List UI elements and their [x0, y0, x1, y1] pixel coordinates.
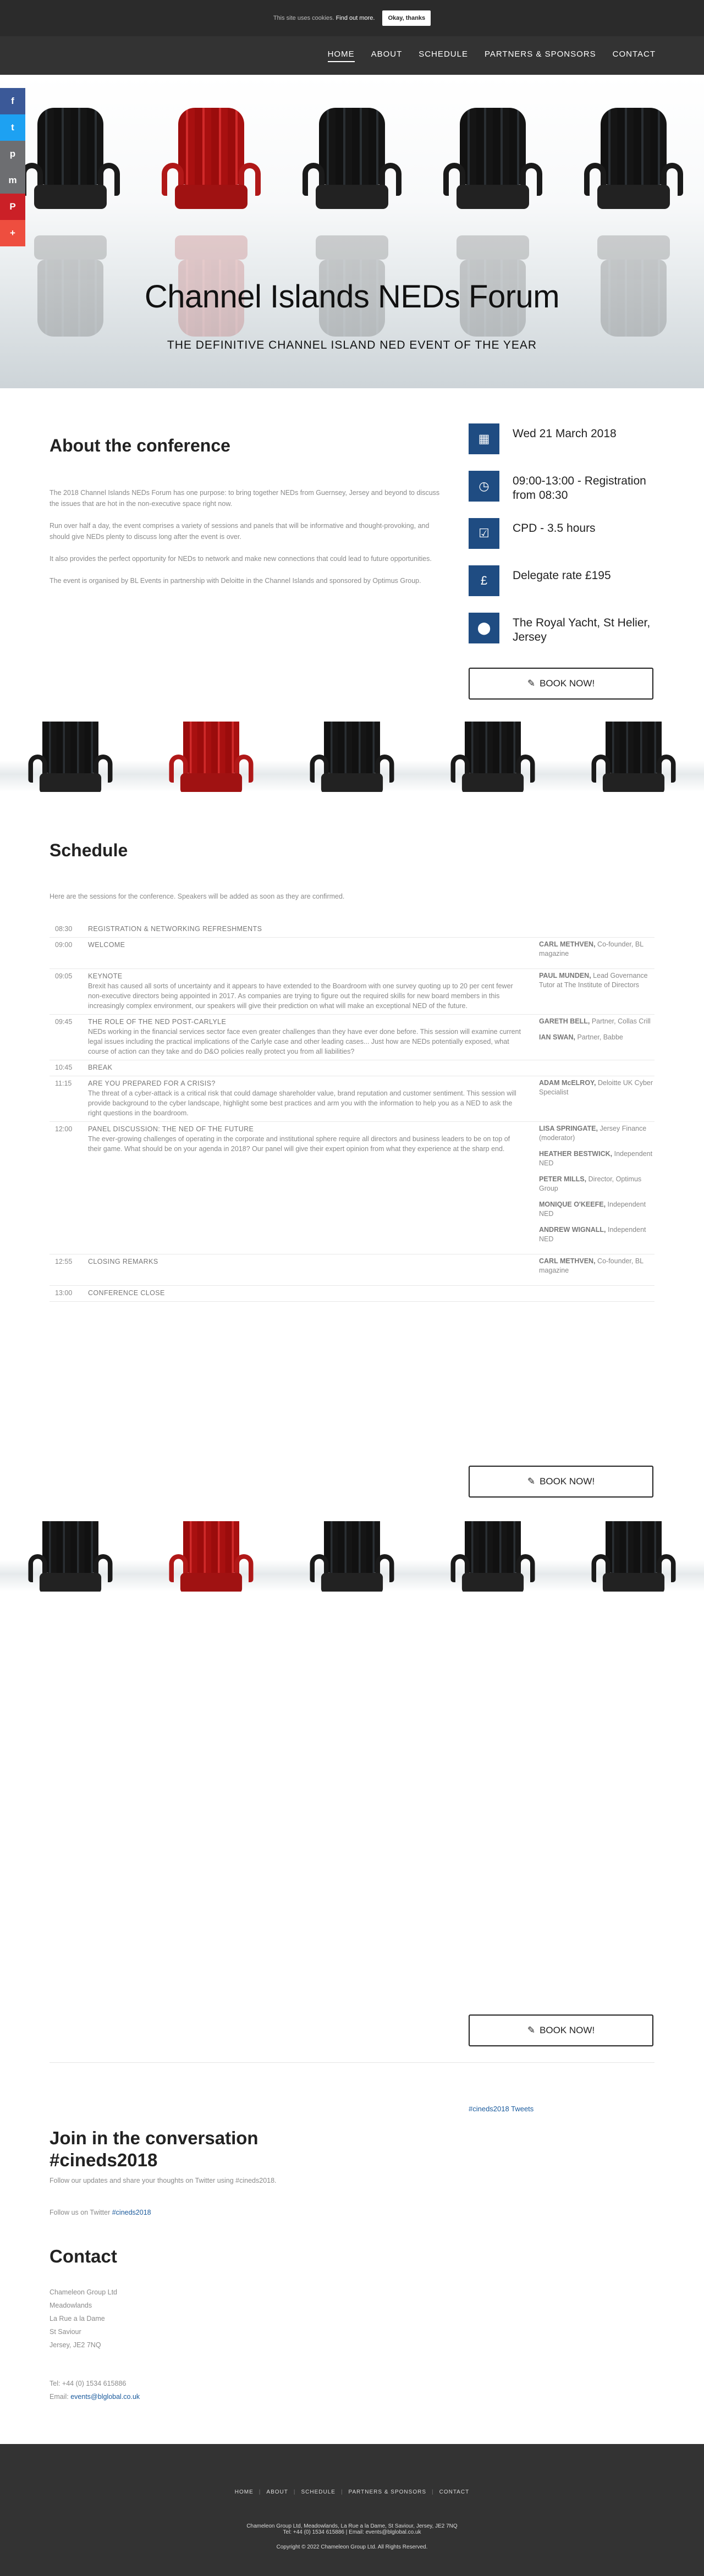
footer-link-contact[interactable]: CONTACT: [439, 2489, 470, 2495]
about-paragraph: The 2018 Channel Islands NEDs Forum has one purpose: to bring together NEDs from Guernsey, Jersey and beyond to discuss the issues that are hot in the non-executive space right now.: [50, 489, 440, 508]
event-detail: [469, 471, 653, 518]
speaker: PETER MILLS, Director, Optimus Group: [539, 1175, 642, 1192]
check-icon: ☑: [469, 518, 499, 549]
event-detail: [469, 518, 653, 565]
schedule-row: [50, 969, 654, 1015]
event-detail: [469, 613, 653, 660]
session-time: 10:45: [55, 1064, 73, 1071]
location-icon: ⬤: [469, 613, 499, 643]
pound-icon: £: [469, 565, 499, 596]
nav-item-about[interactable]: ABOUT: [371, 49, 403, 59]
address-line: Jersey, JE2 7NQ: [50, 2341, 101, 2349]
event-detail-text: Delegate rate £195: [513, 569, 611, 582]
address-line: Chameleon Group Ltd: [50, 2288, 117, 2296]
session-speakers: [539, 971, 654, 1011]
nav-item-home[interactable]: HOME: [328, 49, 355, 62]
book-now-button[interactable]: [469, 668, 653, 700]
event-details: [469, 423, 653, 660]
event-detail-text: Wed 21 March 2018: [513, 427, 617, 440]
schedule-row: [50, 1122, 654, 1254]
hero-subtitle: THE DEFINITIVE CHANNEL ISLAND NED EVENT OF THE YEAR: [167, 339, 537, 351]
contact-email-link[interactable]: events@blglobal.co.uk: [70, 2393, 140, 2401]
speaker: CARL METHVEN, Co-founder, BL magazine: [539, 1257, 644, 1274]
cookie-accept-button[interactable]: Okay, thanks: [382, 10, 431, 26]
hero-banner: [0, 75, 704, 388]
session-title: REGISTRATION & NETWORKING REFRESHMENTS: [88, 925, 262, 933]
session-time: 09:45: [55, 1018, 73, 1026]
about-paragraph: It also provides the perfect opportunity for NEDs to network and make new connections that could lead to future opportunities.: [50, 555, 432, 563]
speaker: IAN SWAN, Partner, Babbe: [539, 1033, 623, 1041]
share-sidebar: [0, 88, 25, 246]
session-speakers: [539, 1078, 654, 1118]
about-paragraph: Run over half a day, the event comprises a variety of sessions and panels that will be informative and thought-provoking, and should give NEDs plenty to discuss long after the event is over.: [50, 522, 430, 541]
event-detail-text: The Royal Yacht, St Helier, Jersey: [513, 617, 651, 643]
schedule-row: [50, 1076, 654, 1122]
schedule-table: [50, 922, 654, 1302]
session-title: BREAK: [88, 1064, 113, 1071]
speaker: CARL METHVEN, Co-founder, BL magazine: [539, 940, 644, 957]
section-divider: [50, 2062, 654, 2063]
session-time: 12:55: [55, 1258, 73, 1265]
cookie-bar: [0, 0, 704, 36]
session-title: CLOSING REMARKS: [88, 1258, 158, 1265]
session-title: PANEL DISCUSSION: THE NED OF THE FUTURE: [88, 1125, 254, 1133]
about-paragraph: The event is organised by BL Events in partnership with Deloitte in the Channel Islands and sponsored by Optimus Group.: [50, 577, 421, 585]
footer-link-about[interactable]: ABOUT: [266, 2489, 288, 2495]
chairs-strip-image: [0, 722, 704, 792]
facebook-share-icon[interactable]: f: [0, 88, 25, 114]
session-time: 11:15: [55, 1080, 72, 1087]
schedule-row: [50, 922, 654, 938]
speaker: MONIQUE O'KEEFE, Independent NED: [539, 1201, 646, 1218]
nav-item-schedule[interactable]: SCHEDULE: [419, 49, 468, 59]
main-nav: [0, 36, 704, 75]
book-now-button[interactable]: [469, 1466, 653, 1498]
more-share-icon[interactable]: +: [0, 220, 25, 246]
session-time: 08:30: [55, 925, 73, 933]
twitter-feed-link[interactable]: #cineds2018 Tweets: [469, 2105, 534, 2113]
ticket-icon: ✎: [527, 2025, 536, 2035]
footer-link-schedule[interactable]: SCHEDULE: [301, 2489, 336, 2495]
schedule-title: Schedule: [50, 840, 128, 860]
footer-address-line: Chameleon Group Ltd, Meadowlands, La Rue a la Dame, St Saviour, Jersey, JE2 7NQ: [246, 2523, 458, 2529]
session-time: 09:05: [55, 972, 73, 980]
join-conversation-title: Join in the conversation #cineds2018: [50, 2128, 258, 2170]
footer-link-home[interactable]: HOME: [234, 2489, 254, 2495]
speaker: ANDREW WIGNALL, Independent NED: [539, 1226, 646, 1243]
speaker: HEATHER BESTWICK, Independent NED: [539, 1150, 653, 1167]
session-title: KEYNOTE: [88, 972, 123, 980]
session-speakers: [539, 1257, 654, 1282]
schedule-row: [50, 938, 654, 969]
about-title: About the conference: [50, 436, 230, 455]
schedule-row: [50, 1286, 654, 1302]
join-description: Follow our updates and share your thoughts on Twitter using #cineds2018.: [50, 2177, 277, 2184]
contact-email-line: Email: events@blglobal.co.uk: [50, 2393, 140, 2401]
schedule-row: [50, 1015, 654, 1060]
contact-phone: Tel: +44 (0) 1534 615886: [50, 2380, 127, 2387]
event-detail: [469, 423, 653, 471]
contact-address: [50, 2286, 117, 2352]
session-description: The ever-growing challenges of operating in the corporate and institutional sphere require all directors and business leaders to be on top of their game. What should be on your agenda in 2018? Our panel will give their expert opinion from what they experience at the sharp end.: [88, 1135, 510, 1153]
session-description: The threat of a cyber-attack is a critical risk that could damage shareholder value, brand reputation and customer sentiment. This session will provide background to the cyber landscape, highlight some best practices and arm you with the information to help you as a NED to ask the right questions in the boardroom.: [88, 1089, 516, 1117]
book-now-label: BOOK NOW!: [540, 1476, 595, 1487]
session-title: ARE YOU PREPARED FOR A CRISIS?: [88, 1080, 216, 1087]
cookie-find-out-more-link[interactable]: Find out more.: [336, 15, 375, 21]
contact-phone-email: [50, 2377, 140, 2403]
session-time: 09:00: [55, 941, 73, 949]
twitter-hashtag-link[interactable]: #cineds2018: [112, 2209, 151, 2216]
footer-address: [0, 2523, 704, 2535]
nav-item-contact[interactable]: CONTACT: [612, 49, 656, 59]
footer: [0, 2444, 704, 2576]
chairs-strip-image: [0, 1521, 704, 1592]
event-detail: [469, 565, 653, 613]
schedule-intro: Here are the sessions for the conference. Speakers will be added as soon as they are confirmed.: [50, 893, 345, 900]
speaker: GARETH BELL, Partner, Collas Crill: [539, 1017, 651, 1025]
speaker: LISA SPRINGATE, Jersey Finance (moderator): [539, 1125, 647, 1142]
pinterest-share-icon[interactable]: P: [0, 194, 25, 220]
session-time: 13:00: [55, 1289, 73, 1297]
calendar-icon: ▦: [469, 423, 499, 454]
book-now-label: BOOK NOW!: [540, 2025, 595, 2035]
session-speakers: [539, 1063, 654, 1072]
session-description: Brexit has caused all sorts of uncertainty and it appears to have extended to the Boardroom with one survey quoting up to 20 per cent fewer non-executive directors being appointed in 2017. As companies are trying to figure out the required skills for new board members in this increasingly complex environment, our speakers will give their prediction on what will make an exceptional NED of the future.: [88, 982, 513, 1010]
event-detail-text: CPD - 3.5 hours: [513, 522, 596, 535]
follow-us-text: Follow us on Twitter #cineds2018: [50, 2209, 151, 2216]
schedule-row: [50, 1254, 654, 1286]
book-now-label: BOOK NOW!: [540, 678, 595, 689]
address-line: St Saviour: [50, 2328, 81, 2336]
ticket-icon: ✎: [527, 678, 536, 689]
session-speakers: [539, 924, 654, 934]
footer-copyright: Copyright © 2022 Chameleon Group Ltd. All Rights Reserved.: [276, 2544, 428, 2550]
session-time: 12:00: [55, 1125, 73, 1133]
event-detail-text: 09:00-13:00 - Registration from 08:30: [513, 475, 646, 502]
footer-nav: HOME | ABOUT | SCHEDULE | PARTNERS & SPONSORS | CONTACT: [234, 2489, 470, 2495]
contact-title: Contact: [50, 2246, 117, 2266]
footer-contact-line: Tel: +44 (0) 1534 615886 | Email: events@blglobal.co.uk: [283, 2529, 421, 2535]
hero-title: Channel Islands NEDs Forum: [144, 279, 560, 315]
session-speakers: [539, 1124, 654, 1251]
hero-chairs-image: [0, 108, 704, 218]
email-share-icon[interactable]: m: [0, 167, 25, 194]
address-line: Meadowlands: [50, 2302, 92, 2309]
about-text: [50, 487, 440, 597]
schedule-row: [50, 1060, 654, 1076]
nav-item-partners[interactable]: PARTNERS & SPONSORS: [484, 49, 596, 59]
address-line: La Rue a la Dame: [50, 2315, 105, 2322]
ticket-icon: ✎: [527, 1476, 536, 1487]
session-title: WELCOME: [88, 941, 125, 949]
session-speakers: [539, 1017, 654, 1056]
session-speakers: [539, 1288, 654, 1298]
book-now-button[interactable]: [469, 2014, 653, 2046]
session-title: THE ROLE OF THE NED POST-CARLYLE: [88, 1018, 227, 1026]
twitter-share-icon[interactable]: t: [0, 114, 25, 141]
session-title: CONFERENCE CLOSE: [88, 1289, 165, 1297]
print-share-icon[interactable]: p: [0, 141, 25, 167]
footer-link-partners[interactable]: PARTNERS & SPONSORS: [348, 2489, 426, 2495]
session-description: NEDs working in the financial services sector face even greater challenges than they have ever done before. This session will examine current legal issues including the practical implications of the Carlyle case and other leading cases... Just how are NEDs potentially exposed, what course of action can they take and do D&O policies really protect you from all liabilities?: [88, 1028, 521, 1055]
cookie-text: This site uses cookies. Find out more.: [273, 15, 375, 21]
speaker: PAUL MUNDEN, Lead Governance Tutor at The Institute of Directors: [539, 972, 648, 989]
clock-icon: ◷: [469, 471, 499, 502]
speaker: ADAM McELROY, Deloitte UK Cyber Specialist: [539, 1079, 653, 1096]
session-speakers: [539, 940, 654, 965]
